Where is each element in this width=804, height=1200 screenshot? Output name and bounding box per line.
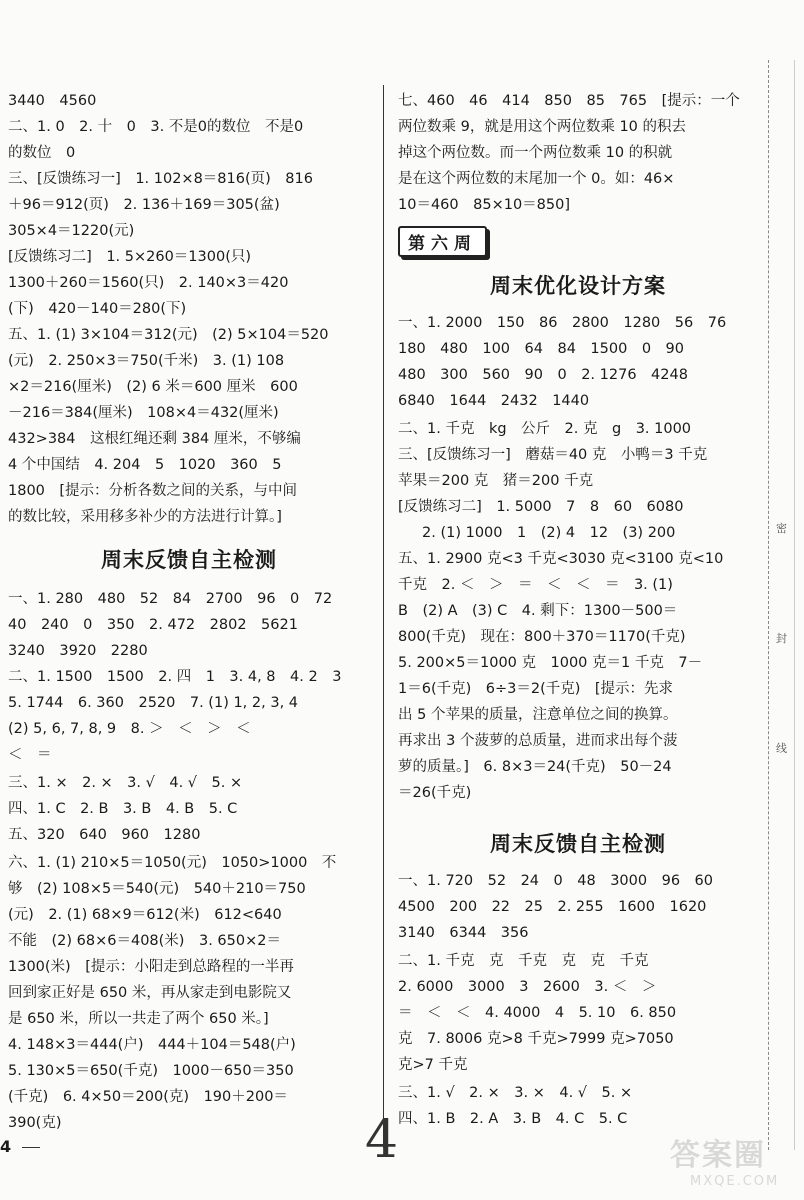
answer-line: 二、1. 千克 克 千克 克 克 千克 [398, 953, 649, 969]
handwritten-mark: 4 [365, 1110, 399, 1170]
answer-line: 2. 6000 3000 3 2600 3. ＜ ＞ [398, 979, 657, 995]
answer-line: ×2＝216(厘米) (2) 6 米＝600 厘米 600 [8, 379, 298, 395]
answer-line: 二、1. 千克 kg 公斤 2. 克 g 3. 1000 [398, 421, 692, 437]
section-heading: 周末优化设计方案 [490, 274, 666, 298]
binding-mark-2: 封 [776, 632, 787, 645]
page-number-dash [22, 1147, 40, 1148]
answer-line: 四、1. C 2. B 3. B 4. B 5. C [8, 801, 238, 817]
answer-line: 四、1. B 2. A 3. B 4. C 5. C [398, 1111, 628, 1127]
answer-line: 一、1. 280 480 52 84 2700 96 0 72 [8, 591, 333, 607]
answer-line: ＝26(千克) [398, 785, 472, 801]
answer-line: 二、1. 0 2. 十 0 3. 不是0的数位 不是0 [8, 119, 304, 135]
answer-line: (元) 2. (1) 68×9＝612(米) 612<640 [8, 907, 282, 923]
section-heading: 周末反馈自主检测 [101, 548, 277, 572]
answer-line: 的数比较，采用移多补少的方法进行计算。] [8, 509, 282, 525]
answer-line: 2. (1) 1000 1 (2) 4 12 (3) 200 [422, 525, 676, 541]
column-divider [383, 85, 384, 1148]
answer-line: ＋96＝912(页) 2. 136＋169＝305(盆) [8, 197, 280, 213]
answer-line: 305×4＝1220(元) [8, 223, 135, 239]
answer-line: [反馈练习二] 1. 5000 7 8 60 6080 [398, 499, 684, 515]
watermark-sub: MXQE.COM [690, 1174, 780, 1189]
answer-line: 三、1. √ 2. × 3. × 4. √ 5. × [398, 1085, 633, 1101]
answer-line: 不能 (2) 68×6＝408(米) 3. 650×2＝ [8, 933, 281, 949]
answer-line: 4. 148×3＝444(户) 444＋104＝548(户) [8, 1037, 296, 1053]
answer-line: 六、1. (1) 210×5＝1050(元) 1050>1000 不 [8, 855, 337, 871]
answer-line: 1800 [提示：分析各数之间的关系，与中间 [8, 483, 298, 499]
answer-line: 3440 4560 [8, 93, 97, 109]
answer-line: 10＝460 85×10＝850] [398, 197, 571, 213]
binding-mark-1: 密 [776, 522, 787, 535]
answer-line: (2) 5, 6, 7, 8, 9 8. ＞ ＜ ＞ ＜ [8, 721, 251, 737]
answer-line: 5. 200×5＝1000 克 1000 克＝1 千克 7－ [398, 655, 703, 671]
week-badge: 第六周 [398, 226, 487, 257]
answer-line: 1300(米) [提示：小阳走到总路程的一半再 [8, 959, 294, 975]
answer-line: ＜ ＝ [8, 747, 52, 763]
answer-line: (千克) 6. 4×50＝200(克) 190＋200＝ [8, 1089, 288, 1105]
binding-edge-line [794, 60, 795, 1150]
answer-line: 千克 2. ＜ ＞ ＝ ＜ ＜ ＝ 3. (1) [398, 577, 673, 593]
answer-line: 三、[反馈练习一] 1. 102×8＝816(页) 816 [8, 171, 313, 187]
answer-line: 克>7 千克 [398, 1057, 468, 1073]
binding-dashed-line [768, 60, 769, 1150]
answer-line: 三、[反馈练习一] 蘑菇＝40 克 小鸭＝3 千克 [398, 447, 708, 463]
answer-line: －216＝384(厘米) 108×4＝432(厘米) [8, 405, 279, 421]
answer-line: 480 300 560 90 0 2. 1276 4248 [398, 367, 688, 383]
answer-line: 是在这个两位数的末尾加一个 0。如：46× [398, 171, 675, 187]
answer-line: 5. 130×5＝650(千克) 1000－650＝350 [8, 1063, 294, 1079]
answer-line: 再求出 3 个菠萝的总质量，进而求出每个菠 [398, 733, 678, 749]
answer-line: 432>384 这根红绳还剩 384 厘米，不够编 [8, 431, 301, 447]
answer-line: ＝ ＜ ＜ 4. 4000 4 5. 10 6. 850 [398, 1005, 677, 1021]
answer-line: 回到家正好是 650 米，再从家走到电影院又 [8, 985, 292, 1001]
answer-line: (元) 2. 250×3＝750(千米) 3. (1) 108 [8, 353, 285, 369]
answer-line: 390(克) [8, 1115, 62, 1131]
answer-line: B (2) A (3) C 4. 剩下：1300－500＝ [398, 603, 678, 619]
answer-line: 5. 1744 6. 360 2520 7. (1) 1, 2, 3, 4 [8, 695, 299, 711]
answer-line: 一、1. 720 52 24 0 48 3000 96 60 [398, 873, 713, 889]
answer-line: [反馈练习二] 1. 5×260＝1300(只) [8, 249, 252, 265]
answer-line: 40 240 0 350 2. 472 2802 5621 [8, 617, 298, 633]
answer-line: 苹果＝200 克 猪＝200 千克 [398, 473, 594, 489]
answer-line: 1300＋260＝1560(只) 2. 140×3＝420 [8, 275, 289, 291]
answer-line: 180 480 100 64 84 1500 0 90 [398, 341, 685, 357]
answer-line: 3240 3920 2280 [8, 643, 148, 659]
answer-line: 五、320 640 960 1280 [8, 827, 201, 843]
answer-line: 两位数乘 9，就是用这个两位数乘 10 的积去 [398, 119, 687, 135]
answer-line: 萝的质量。] 6. 8×3＝24(千克) 50－24 [398, 759, 672, 775]
answer-line: 五、1. (1) 3×104＝312(元) (2) 5×104＝520 [8, 327, 329, 343]
binding-mark-3: 线 [776, 742, 787, 755]
page-number: 4 [0, 1137, 12, 1156]
watermark-main: 答案圈 [670, 1138, 766, 1173]
answer-line: 出 5 个苹果的质量，注意单位之间的换算。 [398, 707, 678, 723]
answer-line: 够 (2) 108×5＝540(元) 540＋210＝750 [8, 881, 306, 897]
answer-line: 4 个中国结 4. 204 5 1020 360 5 [8, 457, 282, 473]
section-heading: 周末反馈自主检测 [490, 832, 666, 856]
answer-line: 一、1. 2000 150 86 2800 1280 56 76 [398, 315, 727, 331]
answer-line: 的数位 0 [8, 145, 76, 161]
answer-line: 4500 200 22 25 2. 255 1600 1620 [398, 899, 707, 915]
answer-line: 三、1. × 2. × 3. √ 4. √ 5. × [8, 775, 243, 791]
answer-line: 掉这个两位数。而一个两位数乘 10 的积就 [398, 145, 673, 161]
answer-line: 3140 6344 356 [398, 925, 529, 941]
answer-line: 800(千克) 现在：800＋370＝1170(千克) [398, 629, 686, 645]
answer-line: 克 7. 8006 克>8 千克>7999 克>7050 [398, 1031, 674, 1047]
answer-line: 6840 1644 2432 1440 [398, 393, 590, 409]
answer-line: (下) 420－140＝280(下) [8, 301, 187, 317]
answer-line: 1＝6(千克) 6÷3＝2(千克) [提示：先求 [398, 681, 674, 697]
answer-line: 是 650 米，所以一共走了两个 650 米。] [8, 1011, 269, 1027]
answer-line: 五、1. 2900 克<3 千克<3030 克<3100 克<10 [398, 551, 724, 567]
answer-line: 七、460 46 414 850 85 765 [提示：一个 [398, 93, 740, 109]
watermark-logo [670, 1130, 790, 1190]
answer-line: 二、1. 1500 1500 2. 四 1 3. 4, 8 4. 2 3 [8, 669, 342, 685]
